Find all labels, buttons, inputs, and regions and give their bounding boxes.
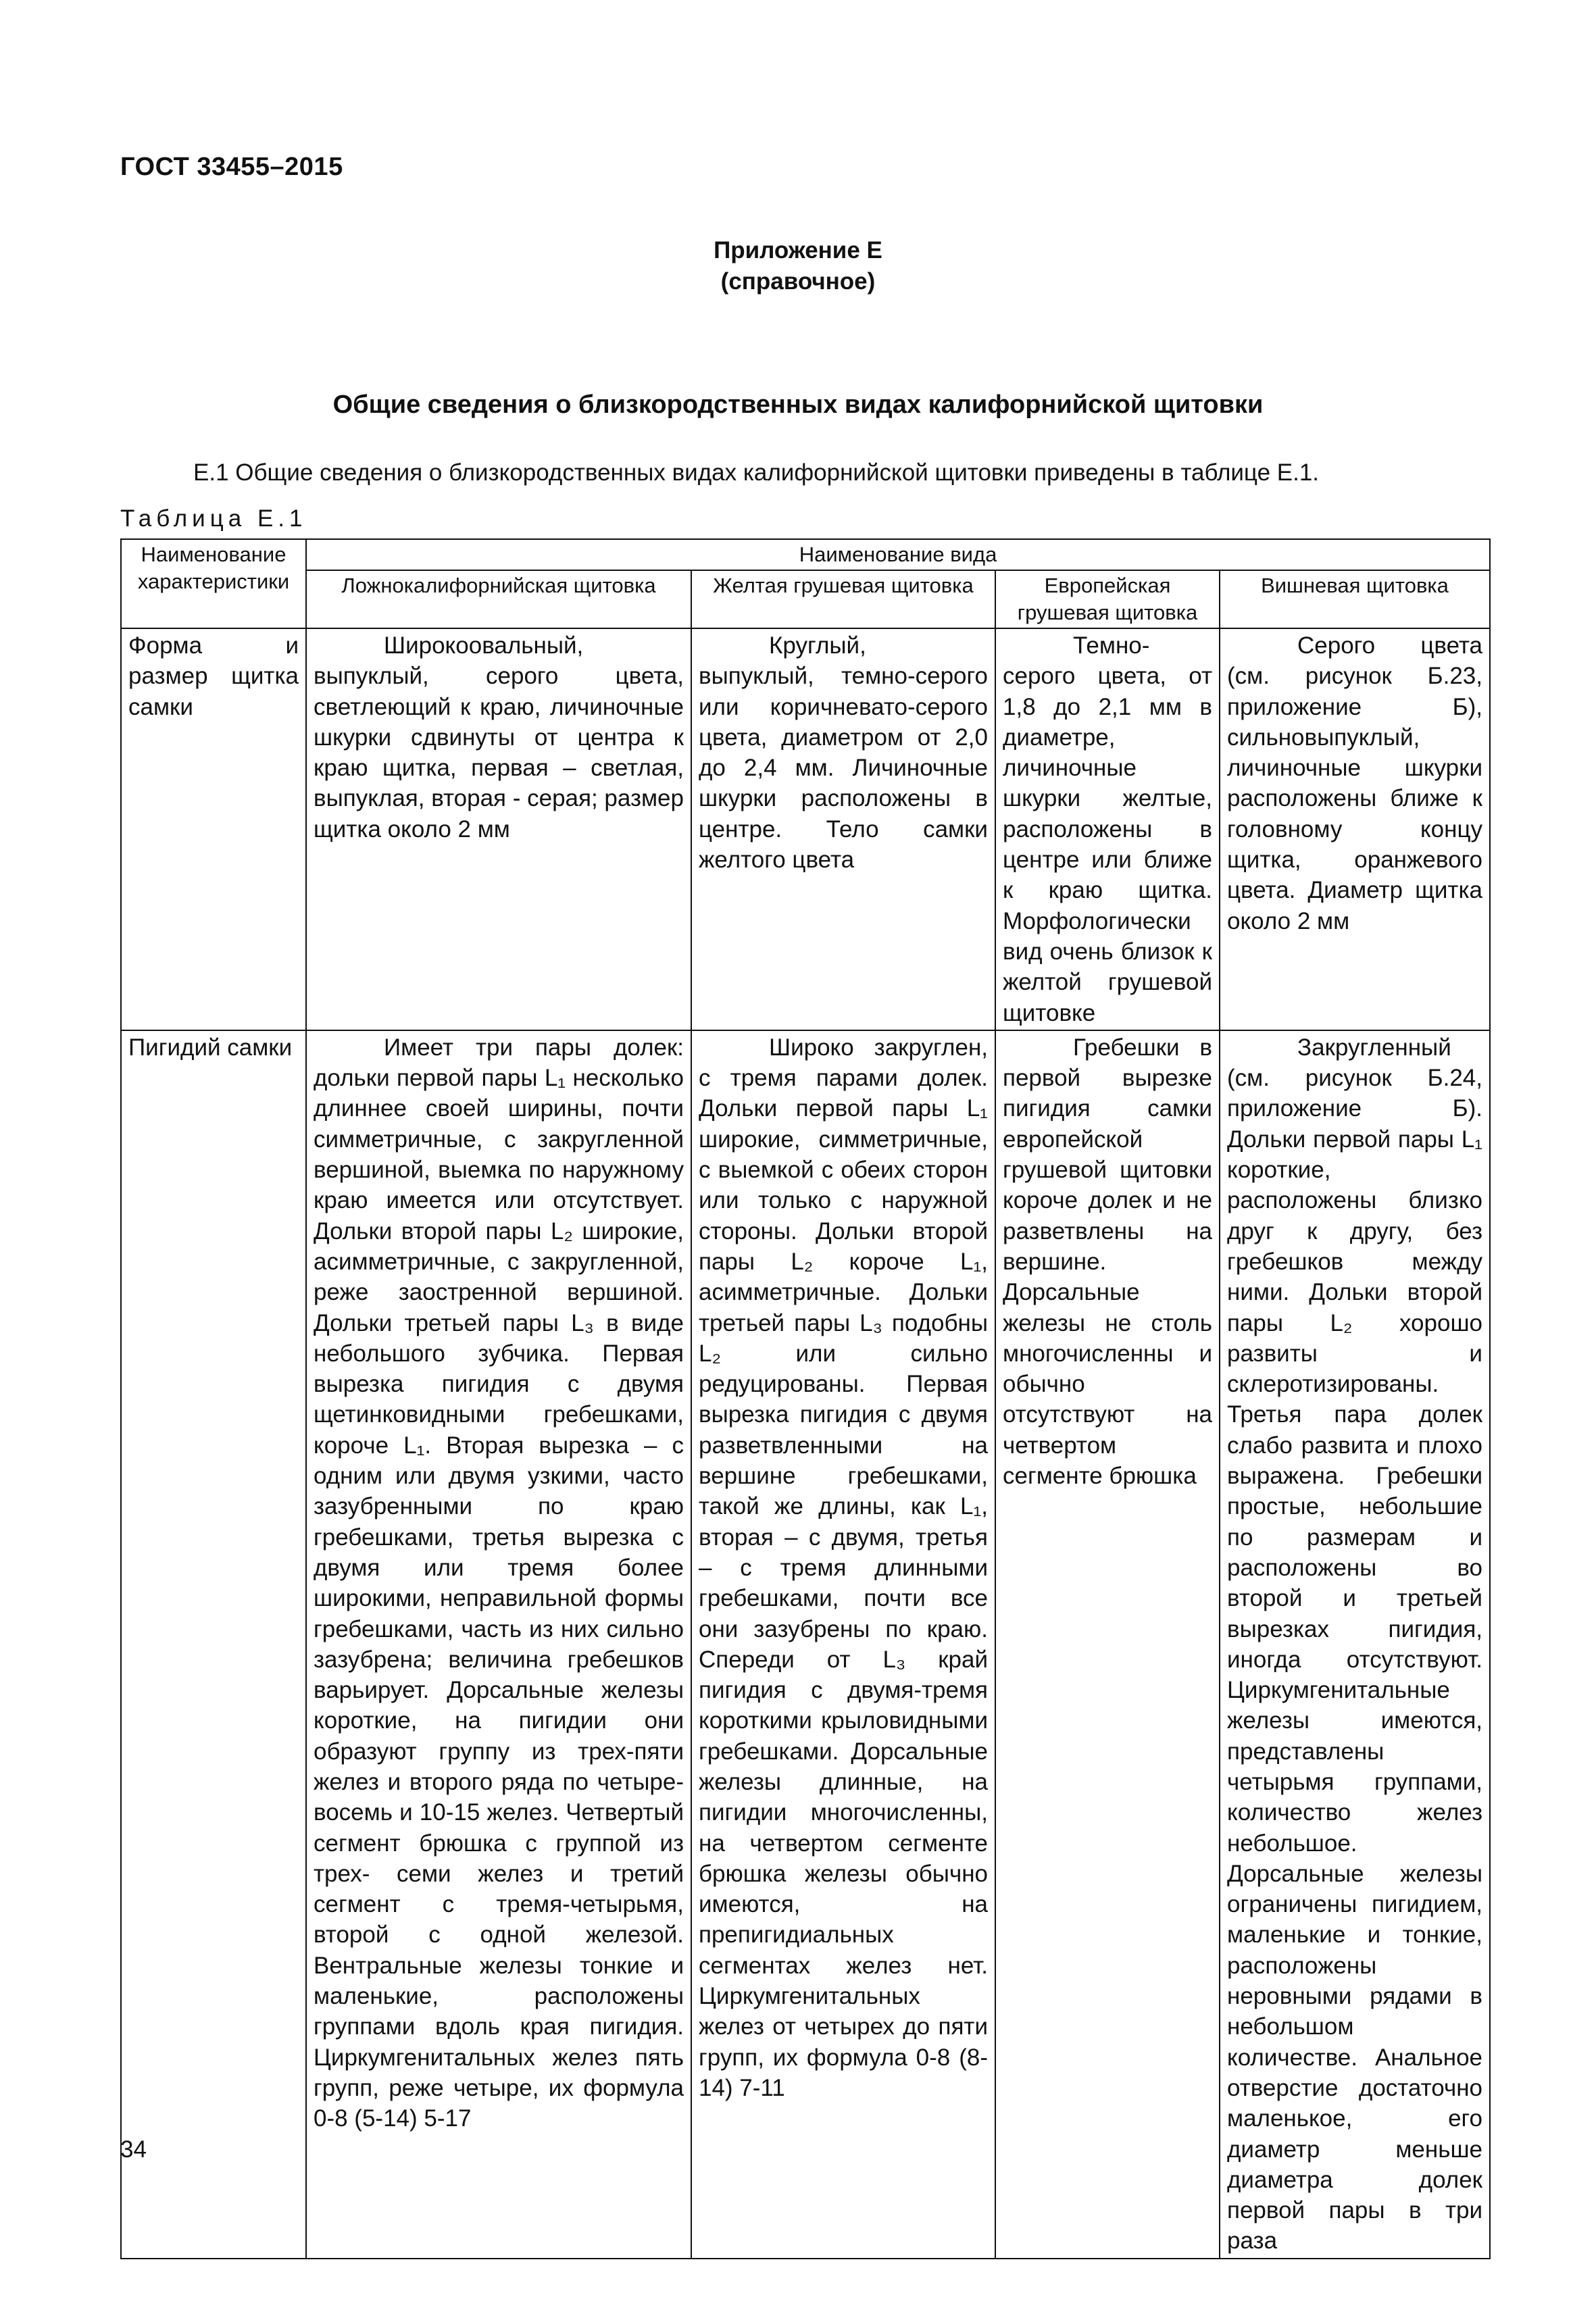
header-characteristic: Наименование характеристики xyxy=(121,539,306,628)
intro-paragraph: Е.1 Общие сведения о близкородственных видах калифорнийской щитовки приведены в таблице Е.1. xyxy=(193,459,1320,486)
table-row xyxy=(121,628,1490,1030)
header-species-2: Желтая грушевая щитовка xyxy=(691,570,995,628)
table-subheader-row xyxy=(121,570,1490,628)
appendix-heading xyxy=(0,235,1596,297)
table-caption: Таблица Е.1 xyxy=(120,505,307,532)
page-number: 34 xyxy=(120,2136,147,2163)
table-cell: Закругленный (см. рисунок Б.24, приложение Б). Дольки первой пары L₁ короткие, расположены близко друг к другу, без гребешков между ними. Дольки второй пары L₂ хорошо развиты и склеротизированы. Третья пара долек слабо развита и плохо выражена. Гребешки простые, небольшие по размерам и расположены во второй и третьей вырезках пигидия, иногда отсутствуют. Циркумгенитальные железы имеются, представлены четырьмя группами, количество желез небольшое. Дорсальные железы ограничены пигидием, маленькие и тонкие, расположены неровными рядами в небольшом количестве. Анальное отверстие достаточно маленькое, его диаметр меньше диаметра долек первой пары в три раза xyxy=(1220,1030,1490,2259)
row-name: Пигидий самки xyxy=(121,1030,306,2259)
species-table xyxy=(120,538,1491,2259)
table-cell: Серого цвета (см. рисунок Б.23, приложение Б), сильновыпуклый, личиночные шкурки расположены ближе к головному концу щитка, оранжевого цвета. Диаметр щитка около 2 мм xyxy=(1220,628,1490,1030)
document-code: ГОСТ 33455–2015 xyxy=(120,153,343,181)
table-cell: Широко закруглен, с тремя парами долек. Дольки первой пары L₁ широкие, симметричные, с выемкой с обеих сторон или только с наружной стороны. Дольки второй пары L₂ короче L₁, асимметричные. Дольки третьей пары L₃ подобны L₂ или сильно редуцированы. Первая вырезка пигидия с двумя разветвленными на вершине гребешками, такой же длины, как L₁, вторая – с двумя, третья – с тремя длинными гребешками, почти все они зазубрены по краю. Спереди от L₃ край пигидия с двумя-тремя короткими крыловидными гребешками. Дорсальные железы длинные, на пигидии многочисленны, на четвертом сегменте брюшка железы обычно имеются, на препигидиальных сегментах желез нет. Циркумгенитальных желез от четырех до пяти групп, их формула 0-8 (8-14) 7-11 xyxy=(691,1030,995,2259)
header-species-1: Ложнокалифорнийская щитовка xyxy=(306,570,691,628)
appendix-subtitle: (справочное) xyxy=(720,268,876,295)
header-species: Наименование вида xyxy=(306,539,1490,570)
table-cell: Гребешки в первой вырезке пигидия самки европейской грушевой щитовки короче долек и не разветвлены на вершине. Дорсальные железы не столь многочисленны и обычно отсутствуют на четвертом сегменте брюшка xyxy=(995,1030,1220,2259)
table-cell: Круглый, выпуклый, темно-серого или коричневато-серого цвета, диаметром от 2,0 до 2,4 мм. Личиночные шкурки расположены в центре. Тело самки желтого цвета xyxy=(691,628,995,1030)
table-cell: Темно-серого цвета, от 1,8 до 2,1 мм в диаметре, личиночные шкурки желтые, расположены в центре или ближе к краю щитка. Морфологически вид очень близок к желтой грушевой щитовке xyxy=(995,628,1220,1030)
row-name: Форма и размер щитка самки xyxy=(121,628,306,1030)
page-title: Общие сведения о близкородственных видах калифорнийской щитовки xyxy=(332,391,1264,419)
table-row xyxy=(121,1030,1490,2259)
appendix-title: Приложение Е xyxy=(714,237,882,263)
header-species-4: Вишневая щитовка xyxy=(1220,570,1490,628)
table-header-row xyxy=(121,539,1490,570)
header-species-3: Европейская грушевая щитовка xyxy=(995,570,1220,628)
table-cell: Имеет три пары долек: дольки первой пары L₁ несколько длиннее своей ширины, почти симметричные, с закругленной вершиной, выемка по наружному краю имеется или отсутствует. Дольки второй пары L₂ широкие, асимметричные, с закругленной, реже заостренной вершиной. Дольки третьей пары L₃ в виде небольшого зубчика. Первая вырезка пигидия с двумя щетинковидными гребешками, короче L₁. Вторая вырезка – с одним или двумя узкими, часто зазубренными по краю гребешками, третья вырезка с двумя или тремя более широкими, неправильной формы гребешками, часть из них сильно зазубрена; величина гребешков варьирует. Дорсальные железы короткие, на пигидии они образуют группу из трех-пяти желез и второго ряда по четыре-восемь и 10-15 желез. Четвертый сегмент брюшка с группой из трех- семи желез и третий сегмент с тремя-четырьмя, второй с одной железой. Вентральные железы тонкие и маленькие, расположены группами вдоль края пигидия. Циркумгенитальных желез пять групп, реже четыре, их формула 0-8 (5-14) 5-17 xyxy=(306,1030,691,2259)
table-cell: Широкоовальный, выпуклый, серого цвета, светлеющий к краю, личиночные шкурки сдвинуты от центра к краю щитка, первая – светлая, выпуклая, вторая - серая; размер щитка около 2 мм xyxy=(306,628,691,1030)
